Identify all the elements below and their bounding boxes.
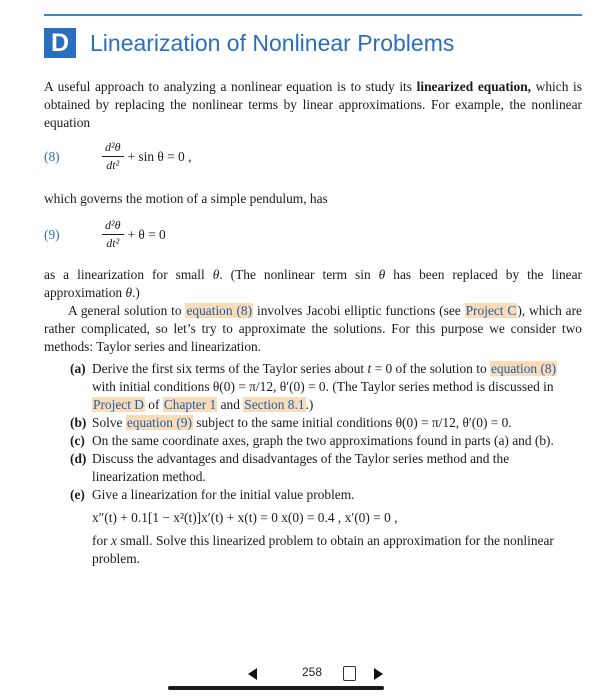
link-equation-9[interactable]: equation (9) bbox=[126, 415, 192, 430]
equation-9 bbox=[44, 218, 166, 251]
next-page-arrow-icon[interactable] bbox=[374, 668, 383, 680]
equation-number: (9) bbox=[44, 226, 60, 242]
home-indicator-bar bbox=[168, 686, 384, 690]
prev-page-arrow-icon[interactable] bbox=[248, 668, 257, 680]
page-navigation bbox=[168, 660, 388, 690]
equation-rest: + sin θ = 0 , bbox=[127, 148, 192, 164]
link-section-8-1[interactable]: Section 8.1 bbox=[244, 397, 305, 412]
section-title: Linearization of Nonlinear Problems bbox=[90, 29, 455, 56]
link-project-d[interactable]: Project D bbox=[93, 397, 144, 412]
mid-text-1: which governs the motion of a simple pendulum, has bbox=[44, 191, 328, 206]
link-equation-8[interactable]: equation (8) bbox=[490, 361, 557, 376]
link-chapter-1[interactable]: Chapter 1 bbox=[163, 397, 217, 412]
equation-number: (8) bbox=[44, 148, 60, 164]
part-b: (b) Solve equation (9) subject to the same initial conditions θ(0) = π/12, θ′(0) = 0. bbox=[70, 415, 512, 430]
part-e: (e) Give a linearization for the initial value problem. bbox=[70, 487, 355, 502]
section-badge: D bbox=[44, 28, 76, 58]
part-d: (d) Discuss the advantages and disadvantages of the Taylor series method and the linearization method. bbox=[70, 451, 510, 484]
initial-value-problem: x″(t) + 0.1[1 − x²(t)]x′(t) + x(t) = 0 x(0) = 0.4 , x′(0) = 0 , bbox=[92, 510, 398, 525]
derivative-fraction: $\frac{\text{d²θ}}{\text{dt²}}$ bbox=[102, 218, 124, 251]
closing-text: for x small. Solve this linearized problem to obtain an approximation for the nonlinear problem. bbox=[92, 533, 554, 566]
section-header bbox=[44, 28, 454, 58]
link-equation-8[interactable]: equation (8) bbox=[186, 303, 253, 318]
bookmark-icon[interactable] bbox=[343, 666, 356, 681]
link-project-c[interactable]: Project C bbox=[465, 303, 517, 318]
intro-paragraph: A useful approach to analyzing a nonlinear equation is to study its linearized equation, which is obtained by replacing the nonlinear terms by linear approximations. For example, the nonlinear equation bbox=[44, 79, 582, 130]
equation-8 bbox=[44, 140, 191, 173]
exercise-parts-list bbox=[70, 360, 576, 504]
derivative-fraction: $\frac{\text{d²θ}}{\text{dt²}}$ bbox=[102, 140, 124, 173]
linearized-term: linearized equation, bbox=[416, 79, 532, 94]
equation-rest: + θ = 0 bbox=[127, 226, 166, 242]
general-solution-paragraph: A general solution to equation (8) involves Jacobi elliptic functions (see Project C), which are rather complicated, so let’s try to approximate the solutions. For this purpose we consider two methods: Taylor series and linearization. bbox=[44, 303, 582, 354]
part-c: (c) On the same coordinate axes, graph the two approximations found in parts (a) and (b). bbox=[70, 433, 554, 448]
part-a: (a) Derive the first six terms of the Taylor series about t = 0 of the solution to equation (8) with initial conditions θ(0) = π/12, θ′(0) = 0. (The Taylor series method is discussed in Project D of Chapter 1 and Section 8.1.) bbox=[70, 361, 557, 412]
top-rule bbox=[44, 14, 582, 16]
linearization-note: as a linearization for small θ. (The nonlinear term sin θ has been replaced by the linear approximation θ.) bbox=[44, 267, 582, 300]
page-number: 258 bbox=[302, 665, 323, 679]
